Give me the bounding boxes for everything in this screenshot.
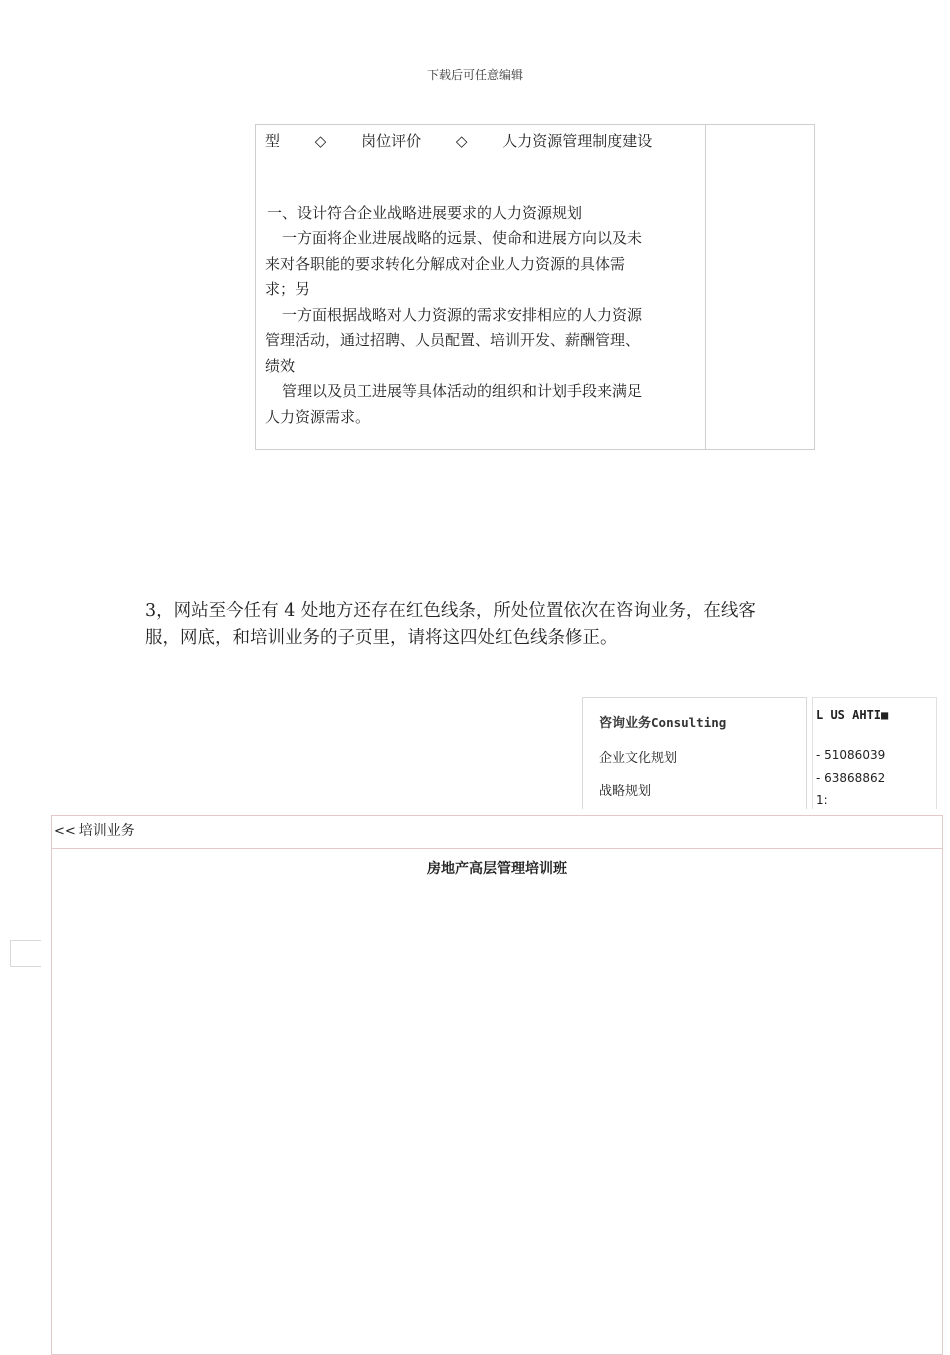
paragraph-line: 管理以及员工进展等具体活动的组织和计划手段来满足 <box>282 382 643 400</box>
paragraph-line: 来对各职能的要求转化分解成对企业人力资源的具体需 <box>265 254 626 273</box>
instruction-paragraph <box>145 598 810 652</box>
contact-heading: L US AHTI■ <box>816 708 889 722</box>
training-section-label[interactable]: 培训业务 <box>78 823 135 839</box>
top-row-hr-system: 人力资源管理制度建设 <box>502 132 653 150</box>
diamond-icon: ◇ <box>455 132 468 150</box>
contact-phone-1: - 51086039 <box>816 748 886 762</box>
training-page-screenshot <box>51 815 943 1355</box>
contact-screenshot <box>812 697 937 809</box>
section-heading: 一、设计符合企业战略进展要求的人力资源规划 <box>267 203 583 222</box>
menu-item-culture[interactable]: 企业文化规划 <box>599 751 678 766</box>
side-tab-frame <box>10 940 41 967</box>
consulting-title-cn: 咨询业务 <box>599 716 652 731</box>
top-row-type: 型 <box>265 132 281 150</box>
paragraph-line: 一方面将企业进展战略的远景、使命和进展方向以及未 <box>282 229 643 247</box>
table-cell-main <box>265 129 690 430</box>
paragraph-line: 求；另 <box>265 280 311 298</box>
menu-item-strategy[interactable]: 战略规划 <box>599 784 652 799</box>
contact-line-3: 1: <box>816 793 828 807</box>
contact-phone-2: - 63868862 <box>816 771 886 785</box>
paragraph-line: 绩效 <box>265 356 296 375</box>
table-top-row <box>265 129 690 155</box>
diamond-icon: ◇ <box>314 132 327 150</box>
table-column-divider <box>705 125 706 449</box>
top-row-job-evaluation: 岗位评价 <box>361 132 422 150</box>
paragraph-line: 一方面根据战略对人力资源的需求安排相应的人力资源 <box>282 305 643 324</box>
chevron-left-icon[interactable]: << <box>54 824 76 839</box>
paragraph-line: 管理活动，通过招聘、人员配置、培训开发、薪酬管理、 <box>265 331 641 349</box>
paragraph-line: 人力资源需求。 <box>265 407 371 426</box>
instruction-line: 服，网底，和培训业务的子页里，请将这四处红色线条修正。 <box>145 628 618 648</box>
content-table <box>255 124 815 450</box>
consulting-menu-screenshot <box>582 697 807 809</box>
consulting-title-en: Consulting <box>651 715 727 730</box>
instruction-line: 3，网站至今任有 4 处地方还存在红色线条，所处位置依次在咨询业务，在线客 <box>145 601 756 621</box>
header-note: 下载后可任意编辑 <box>426 68 523 82</box>
consulting-menu-title <box>599 712 726 731</box>
course-title: 房地产高层管理培训班 <box>427 861 567 877</box>
training-breadcrumb <box>52 816 942 849</box>
